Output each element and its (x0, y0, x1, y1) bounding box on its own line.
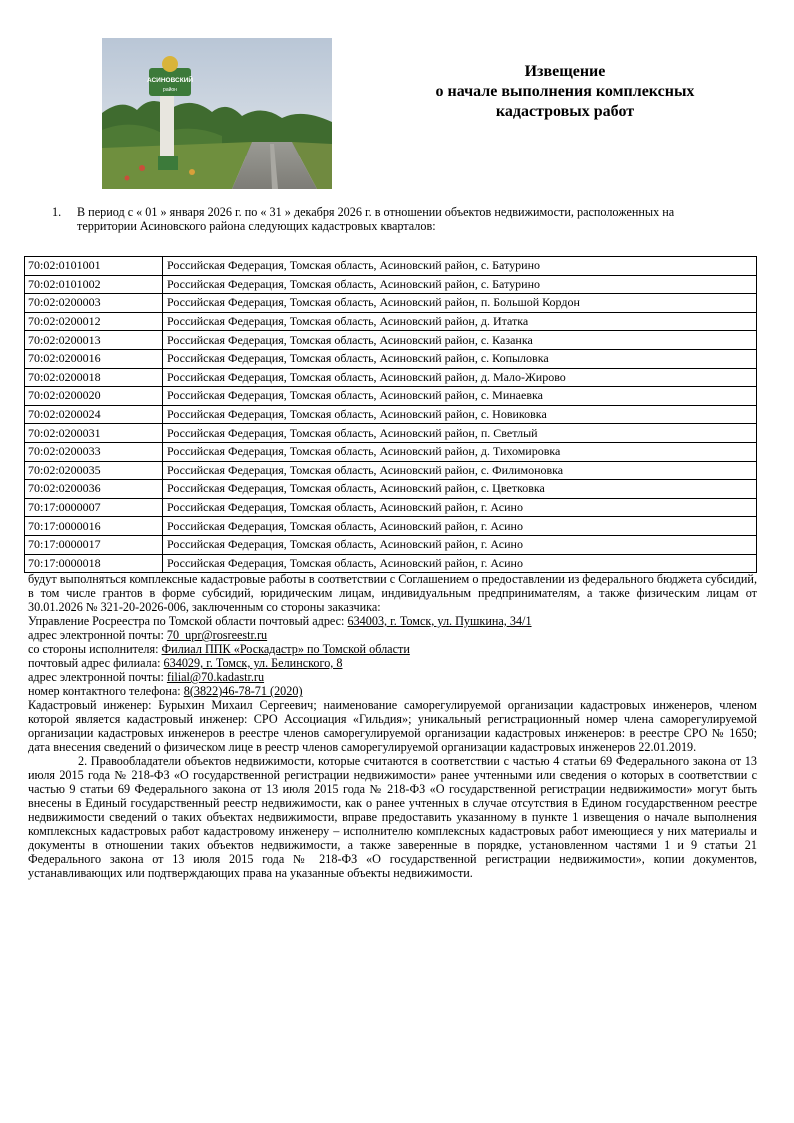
title-line-3: кадастровых работ (495, 103, 635, 120)
item-1-number: 1. (52, 205, 62, 219)
quarter-code: 70:02:0200033 (25, 442, 163, 461)
branch-address-line (28, 656, 757, 670)
customer-line (28, 614, 757, 628)
table-row (25, 424, 757, 443)
executor-prefix: со стороны исполнителя: (28, 642, 162, 656)
quarter-code: 70:02:0200036 (25, 480, 163, 499)
quarter-address: Российская Федерация, Томская область, Асиновский район, с. Казанка (163, 331, 757, 350)
customer-prefix: Управление Росреестра по Томской области почтовый адрес: (28, 614, 348, 628)
quarter-address: Российская Федерация, Томская область, Асиновский район, с. Новиковка (163, 405, 757, 424)
title-line-1: Извещение (524, 63, 606, 80)
notice-title (400, 62, 730, 122)
table-row (25, 535, 757, 554)
phone-line (28, 684, 757, 698)
executor-line (28, 642, 757, 656)
phone-number: 8(3822)46-78-71 (2020) (183, 684, 303, 698)
item-1-line-1: В период с « 01 » января 2026 г. по « 31 » декабря 2026 г. в отношении объектов недвижимости, расположенных на (77, 205, 675, 219)
table-row (25, 480, 757, 499)
cadastral-quarters-body (25, 257, 757, 573)
table-row (25, 442, 757, 461)
title-line-2: о начале выполнения комплексных (435, 83, 695, 100)
notice-details (28, 572, 757, 880)
branch-address-prefix: почтовый адрес филиала: (28, 656, 164, 670)
phone-prefix: номер контактного телефона: (28, 684, 184, 698)
quarter-address: Российская Федерация, Томская область, Асиновский район, г. Асино (163, 498, 757, 517)
quarter-code: 70:02:0200003 (25, 294, 163, 313)
road-sign-image (102, 38, 332, 189)
table-row (25, 387, 757, 406)
item-1-paragraph (52, 205, 757, 233)
table-row (25, 554, 757, 573)
quarter-address: Российская Федерация, Томская область, Асиновский район, с. Батурино (163, 257, 757, 276)
sign-text: АСИНОВСКИЙ (146, 77, 194, 84)
branch-email-line (28, 670, 757, 684)
quarter-code: 70:02:0200020 (25, 387, 163, 406)
quarter-code: 70:02:0200018 (25, 368, 163, 387)
quarter-address: Российская Федерация, Томская область, Асиновский район, п. Большой Кордон (163, 294, 757, 313)
quarter-code: 70:02:0200013 (25, 331, 163, 350)
item-2-paragraph: 2. Правообладатели объектов недвижимости, которые считаются в соответствии с частью 4 статьи 69 Федерального закона от 13 июля 2015 года № 218-ФЗ «О государственной регистрации недвижимости» ранее учтенными или сведения о которых в соответствии с частью 9 статьи 69 Федерального закона от 13 июля 2015 года № 218-ФЗ «О государственной регистрации недвижимости» могут быть внесены в Единый государственный реестр недвижимости, как о ранее учтенных в случае отсутствия в Едином государственном реестре недвижимости сведений о таких объектах недвижимости, вправе предоставить указанному в пункте 1 извещения о начале выполнения комплексных кадастровых работ кадастровому инженеру – исполнителю комплексных кадастровых работ имеющиеся у них материалы и документы в отношении таких объектов недвижимости, а также заверенные в порядке, установленном частями 1 и 9 статьи 21 Федерального закона от 13 июля 2015 года № 218-ФЗ «О государственной регистрации недвижимости», копии документов, устанавливающих или подтверждающих права на указанные объекты недвижимости. (28, 754, 757, 880)
quarter-code: 70:02:0200024 (25, 405, 163, 424)
customer-email-prefix: адрес электронной почты: (28, 628, 167, 642)
road-sign-photo (102, 38, 332, 189)
branch-email-prefix: адрес электронной почты: (28, 670, 167, 684)
table-row (25, 331, 757, 350)
quarter-code: 70:02:0200031 (25, 424, 163, 443)
table-row (25, 257, 757, 276)
customer-address: 634003, г. Томск, ул. Пушкина, 34/1 (347, 614, 532, 628)
table-row (25, 498, 757, 517)
quarter-address: Российская Федерация, Томская область, Асиновский район, д. Итатка (163, 312, 757, 331)
quarter-code: 70:02:0101002 (25, 275, 163, 294)
quarter-code: 70:02:0200035 (25, 461, 163, 480)
agreement-text: будут выполняться комплексные кадастровые работы в соответствии с Соглашением о предоставлении из федерального бюджета субсидий, в том числе грантов в форме субсидий, юридическим лицам, индивидуальным предпринимателям, а также физическим лицам от 30.01.2026 № 321-20-2026-006, заключенным со стороны заказчика: (28, 572, 757, 614)
table-row (25, 275, 757, 294)
quarter-code: 70:17:0000016 (25, 517, 163, 536)
quarter-code: 70:17:0000018 (25, 554, 163, 573)
table-row (25, 517, 757, 536)
table-row (25, 294, 757, 313)
quarter-code: 70:17:0000017 (25, 535, 163, 554)
branch-email-link[interactable]: filial@70.kadastr.ru (166, 670, 265, 684)
table-row (25, 405, 757, 424)
item-1-line-2: территории Асиновского района следующих кадастровых кварталов: (77, 219, 436, 233)
table-row (25, 368, 757, 387)
executor-name: Филиал ППК «Роскадастр» по Томской области (161, 642, 410, 656)
branch-address: 634029, г. Томск, ул. Белинского, 8 (163, 656, 343, 670)
quarter-address: Российская Федерация, Томская область, Асиновский район, г. Асино (163, 554, 757, 573)
quarter-address: Российская Федерация, Томская область, Асиновский район, с. Цветковка (163, 480, 757, 499)
quarter-code: 70:17:0000007 (25, 498, 163, 517)
cadastral-quarters-table (24, 256, 757, 573)
table-row (25, 349, 757, 368)
sign-subtext: район (163, 87, 177, 93)
quarter-address: Российская Федерация, Томская область, Асиновский район, г. Асино (163, 535, 757, 554)
quarter-address: Российская Федерация, Томская область, Асиновский район, с. Батурино (163, 275, 757, 294)
quarter-address: Российская Федерация, Томская область, Асиновский район, с. Филимоновка (163, 461, 757, 480)
engineer-text: Кадастровый инженер: Бурыхин Михаил Сергеевич; наименование саморегулируемой организации кадастровых инженеров, членом которой является кадастровый инженер: СРО Ассоциация «Гильдия»; уникальный регистрационный номер члена саморегулируемой организации кадастровых инженеров в реестре членов саморегулируемой организации кадастровых инженеров: в реестре СРО № 1650; дата внесения сведений о физическом лице в реестр членов саморегулируемой организации кадастровых инженеров 22.01.2019. (28, 698, 757, 754)
quarter-address: Российская Федерация, Томская область, Асиновский район, п. Светлый (163, 424, 757, 443)
quarter-code: 70:02:0200012 (25, 312, 163, 331)
customer-email-link[interactable]: 70_upr@rosreestr.ru (166, 628, 268, 642)
table-row (25, 461, 757, 480)
quarter-code: 70:02:0200016 (25, 349, 163, 368)
quarter-address: Российская Федерация, Томская область, Асиновский район, д. Тихомировка (163, 442, 757, 461)
quarter-address: Российская Федерация, Томская область, Асиновский район, г. Асино (163, 517, 757, 536)
quarter-address: Российская Федерация, Томская область, Асиновский район, с. Минаевка (163, 387, 757, 406)
quarter-address: Российская Федерация, Томская область, Асиновский район, с. Копыловка (163, 349, 757, 368)
customer-email-line (28, 628, 757, 642)
quarter-address: Российская Федерация, Томская область, Асиновский район, д. Мало-Жирово (163, 368, 757, 387)
table-row (25, 312, 757, 331)
quarter-code: 70:02:0101001 (25, 257, 163, 276)
